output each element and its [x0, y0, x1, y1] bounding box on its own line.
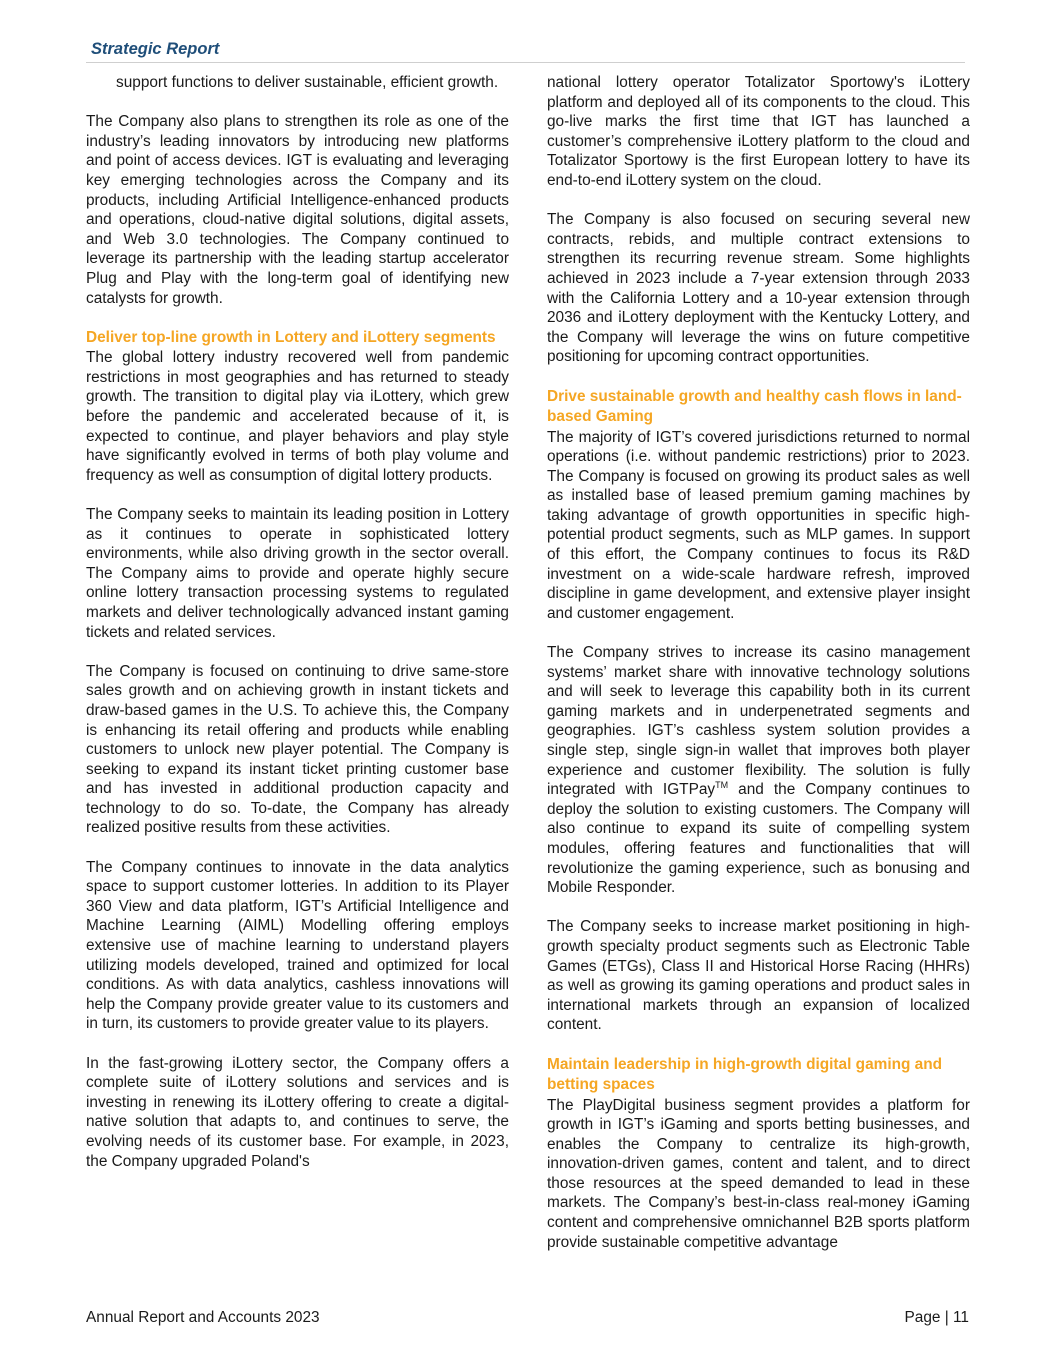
footer-report-title: Annual Report and Accounts 2023: [86, 1309, 320, 1326]
paragraph: The majority of IGT’s covered jurisdictions returned to normal operations (i.e. without pandemic restrictions) prior to 2023. The Company is focused on growing its product sales as well as installed base of leased premium gaming machines by taking advantage of growth opportunities in specific high-potential product segments, such as MLP games. In support of this effort, the Company continues to focus its R&D investment on a wide-scale hardware refresh, improved discipline in game development, and extensive player insight and customer engagement.: [547, 428, 970, 622]
paragraph: The Company is focused on continuing to drive same-store sales growth and on achieving growth in instant tickets and draw-based games in the U.S. To achieve this, the Company is enhancing its retail offering and products while enabling customers to unlock new player potential. The Company is seeking to expand its instant ticket printing customer base and has invested in additional production capacity and technology to do so. To-date, the Company has already realized positive results from these activities.: [86, 662, 509, 837]
left-column: [86, 73, 509, 1191]
paragraph-text: The Company strives to increase its casino management systems’ market share with innovative technology solutions and will seek to leverage this capability both in its current gaming markets and in underpenetrated segments and geographies. IGT’s cashless system solution provides a single step, single sign-in wallet that improves both player experience and customer flexibility. The solution is fully integrated with IGTPay: [547, 644, 970, 799]
paragraph: The Company seeks to increase market positioning in high-growth specialty product segments such as Electronic Table Games (ETGs), Class II and Historical Horse Racing (HHRs) as well as growing its gaming operations and product sales in international markets through an expansion of localized content.: [547, 918, 970, 1034]
paragraph: The PlayDigital business segment provides a platform for growth in IGT’s iGaming and sports betting businesses, and enables the Company to centralize its high-growth, innovation-driven games, content and talent, and to direct those resources at the speed demanded to lead in these markets. The Company’s best-in-class real-money iGaming content and comprehensive omnichannel B2B sports platform provide sustainable competitive advantage: [547, 1096, 970, 1251]
footer-page-number: Page | 11: [904, 1309, 969, 1326]
paragraph: In the fast-growing iLottery sector, the Company offers a complete suite of iLottery solutions and services and is investing in renewing its iLottery offering to create a digital-native solution that adapts to, and continues to serve, the evolving needs of its customer base. For example, in 2023, the Company upgraded Poland's: [86, 1054, 509, 1170]
paragraph: national lottery operator Totalizator Sportowy's iLottery platform and deployed all of its components to the cloud. This go-live marks the first time that IGT has launched a customer’s comprehensive iLottery platform to the cloud and Totalizator Sportowy is the first European lottery to have its end-to-end iLottery system on the cloud.: [547, 74, 970, 189]
paragraph: The Company is also focused on securing several new contracts, rebids, and multiple contract extensions to strengthen its recurring revenue stream. Some highlights achieved in 2023 include a 7-year extension through 2033 with the California Lottery and a 10-year extension through 2036 and iLottery deployment with the Kentucky Lottery, and the Company will leverage the wins on future competitive positioning for upcoming contract opportunities.: [547, 211, 970, 366]
paragraph: The Company seeks to maintain its leading position in Lottery as it continues to operate in sophisticated lottery environments, while also driving growth in the sector overall. The Company aims to provide and operate highly secure online lottery transaction processing systems to regulated markets and deliver technologically advanced instant gaming tickets and related services.: [86, 505, 509, 641]
header-divider: [86, 62, 965, 63]
trademark-superscript: TM: [715, 780, 729, 791]
paragraph-text: and the Company continues to deploy the solution to existing customers. The Company will also continue to expand its suite of compelling system modules, offering features and functionalities that will revolutionize the gaming experience, such as bonusing and Mobile Responder.: [547, 781, 970, 897]
paragraph: support functions to deliver sustainable, efficient growth.: [116, 74, 499, 91]
paragraph: The Company continues to innovate in the data analytics space to support customer lotteries. In addition to its Player 360 View and data platform, IGT’s Artificial Intelligence and Machine Learning (AIML) Modelling offering employs extensive use of machine learning to understand players utilizing models developed, trained and optimized for local conditions. As with data analytics, cashless innovations will help the Company provide greater value to its customers and in turn, its customers to provide greater value to its players.: [86, 858, 509, 1033]
page-header-title: Strategic Report: [91, 40, 220, 58]
section-heading: Deliver top-line growth in Lottery and iLottery segments: [86, 328, 496, 346]
section-heading: Maintain leadership in high-growth digital gaming and betting spaces: [547, 1055, 943, 1093]
section-heading: Drive sustainable growth and healthy cash flows in land-based Gaming: [547, 387, 962, 425]
right-column: [547, 73, 970, 1272]
paragraph: The global lottery industry recovered well from pandemic restrictions in most geographies and has returned to steady growth. The transition to digital play via iLottery, which grew before the pandemic and accelerated because of it, is expected to continue, and player behaviors and play style have significantly evolved in terms of both play volume and frequency as well as consumption of digital lottery products.: [86, 349, 509, 484]
paragraph: [547, 643, 970, 898]
paragraph: The Company also plans to strengthen its role as one of the industry’s leading innovators by introducing new platforms and point of access devices. IGT is evaluating and leveraging key emerging technologies across the Company and its products, including Artificial Intelligence-enhanced products and operations, cloud-native digital solutions, digital assets, and Web 3.0 technologies. The Company continued to leverage its partnership with the leading startup accelerator Plug and Play with the long-term goal of identifying new catalysts for growth.: [86, 113, 509, 307]
